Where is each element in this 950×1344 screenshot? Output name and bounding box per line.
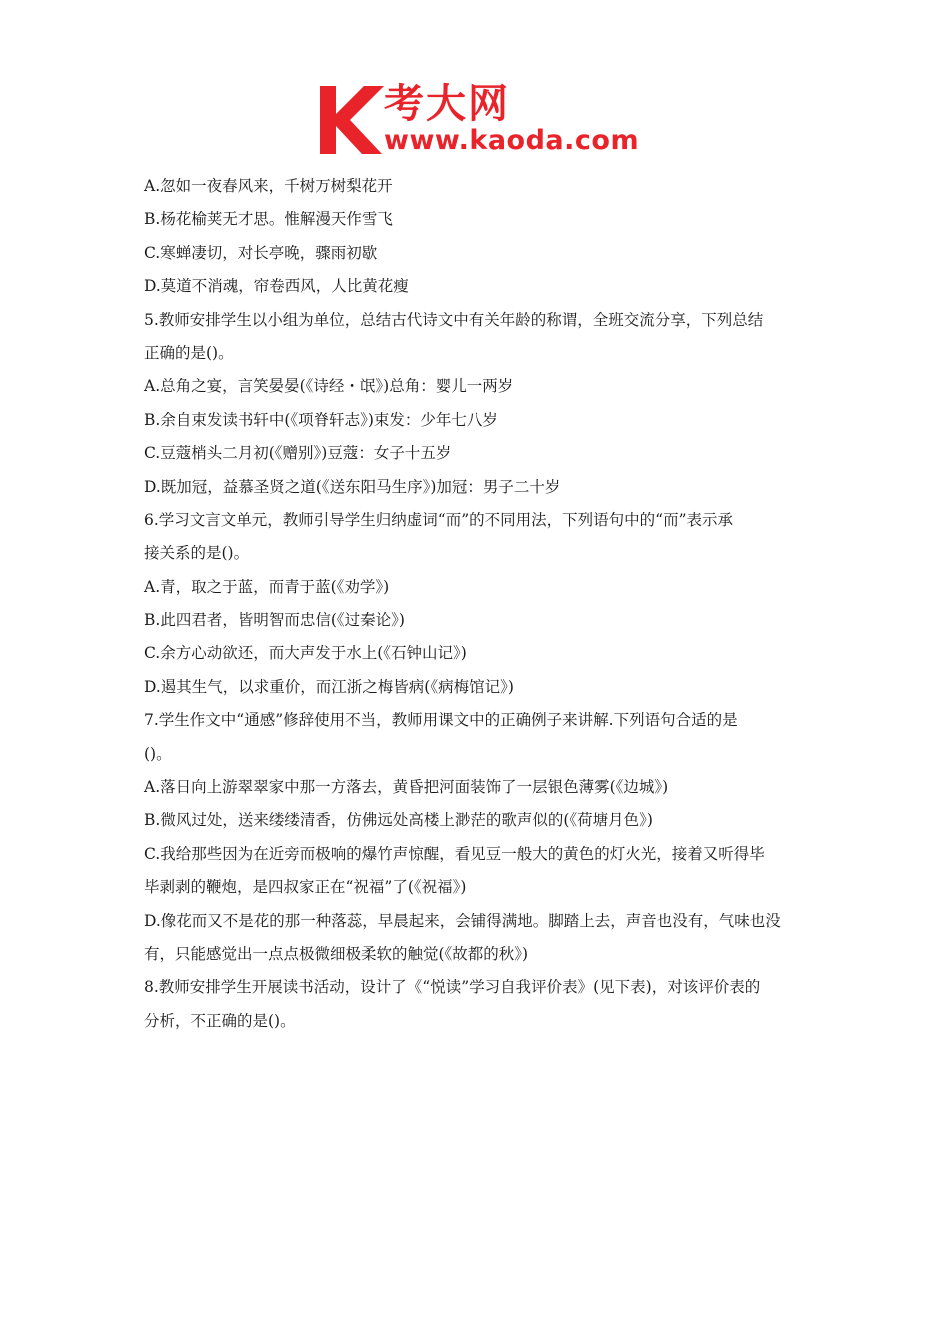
kaoda-logo[interactable] (318, 80, 638, 158)
text-line: C.余方心动欲还，而大声发于水上(《石钟山记》) (144, 644, 467, 663)
text-line: D.像花而又不是花的那一种落蕊，早晨起来，会铺得满地。脚踏上去，声音也没有，气味也没 (144, 911, 781, 930)
text-line: 6.学习文言文单元，教师引导学生归纳虚词“而”的不同用法，下列语句中的“而”表示承 (144, 510, 733, 529)
text-line: A.青，取之于蓝，而青于蓝(《劝学》) (144, 577, 390, 596)
text-line: 8.教师安排学生开展读书活动，设计了《“悦读”学习自我评价表》(见下表)，对该评价表的 (144, 978, 761, 997)
text-line: C.我给那些因为在近旁而极响的爆竹声惊醒，看见豆一般大的黄色的灯火光，接着又听得毕 (144, 844, 765, 863)
text-line: 5.教师安排学生以小组为单位，总结古代诗文中有关年龄的称谓，全班交流分享，下列总结 (144, 310, 764, 329)
text-line: 正确的是()。 (144, 343, 234, 362)
text-line: 接关系的是()。 (144, 544, 250, 563)
logo-url: www.kaoda.com (384, 125, 640, 156)
text-line: B.微风过处，送来缕缕清香，仿佛远处高楼上渺茫的歌声似的(《荷塘月色》) (144, 811, 653, 830)
text-line: B.杨花榆荚无才思。惟解漫天作雪飞 (144, 210, 393, 229)
text-line: A.落日向上游翠翠家中那一方落去，黄昏把河面装饰了一层银色薄雾(《边城》) (144, 778, 669, 797)
text-line: D.莫道不消魂，帘卷西风，人比黄花瘦 (144, 277, 409, 296)
text-line: 有，只能感觉出一点点极微细极柔软的触觉(《故都的秋》) (144, 944, 529, 963)
text-line: 分析，不正确的是()。 (144, 1011, 296, 1030)
text-line: ()。 (144, 744, 172, 763)
text-line: B.此四君者，皆明智而忠信(《过秦论》) (144, 611, 405, 630)
text-line: 毕剥剥的鞭炮，是四叔家正在“祝福”了(《祝福》) (144, 878, 467, 897)
text-line: C.寒蝉凄切，对长亭晚，骤雨初歇 (144, 243, 378, 262)
text-line: 7.学生作文中“通感”修辞使用不当，教师用课文中的正确例子来讲解.下列语句合适的是 (144, 711, 738, 730)
text-line: D.遏其生气，以求重价，而江浙之梅皆病(《病梅馆记》) (144, 677, 514, 696)
document-body (144, 170, 814, 1038)
text-line: D.既加冠，益慕圣贤之道(《送东阳马生序》)加冠：男子二十岁 (144, 477, 561, 496)
text-line: B.余自束发读书轩中(《项脊轩志》)束发：少年七八岁 (144, 410, 498, 429)
text-line: A.总角之宴，言笑晏晏(《诗经・氓》)总角：婴儿一两岁 (144, 377, 514, 396)
text-line: A.忽如一夜春风来，千树万树梨花开 (144, 177, 393, 195)
text-line: C.豆蔻梢头二月初(《赠别》)豆蔻：女子十五岁 (144, 444, 452, 463)
logo-brand-name: 考大网 (384, 81, 510, 127)
logo-k-icon (318, 80, 388, 158)
